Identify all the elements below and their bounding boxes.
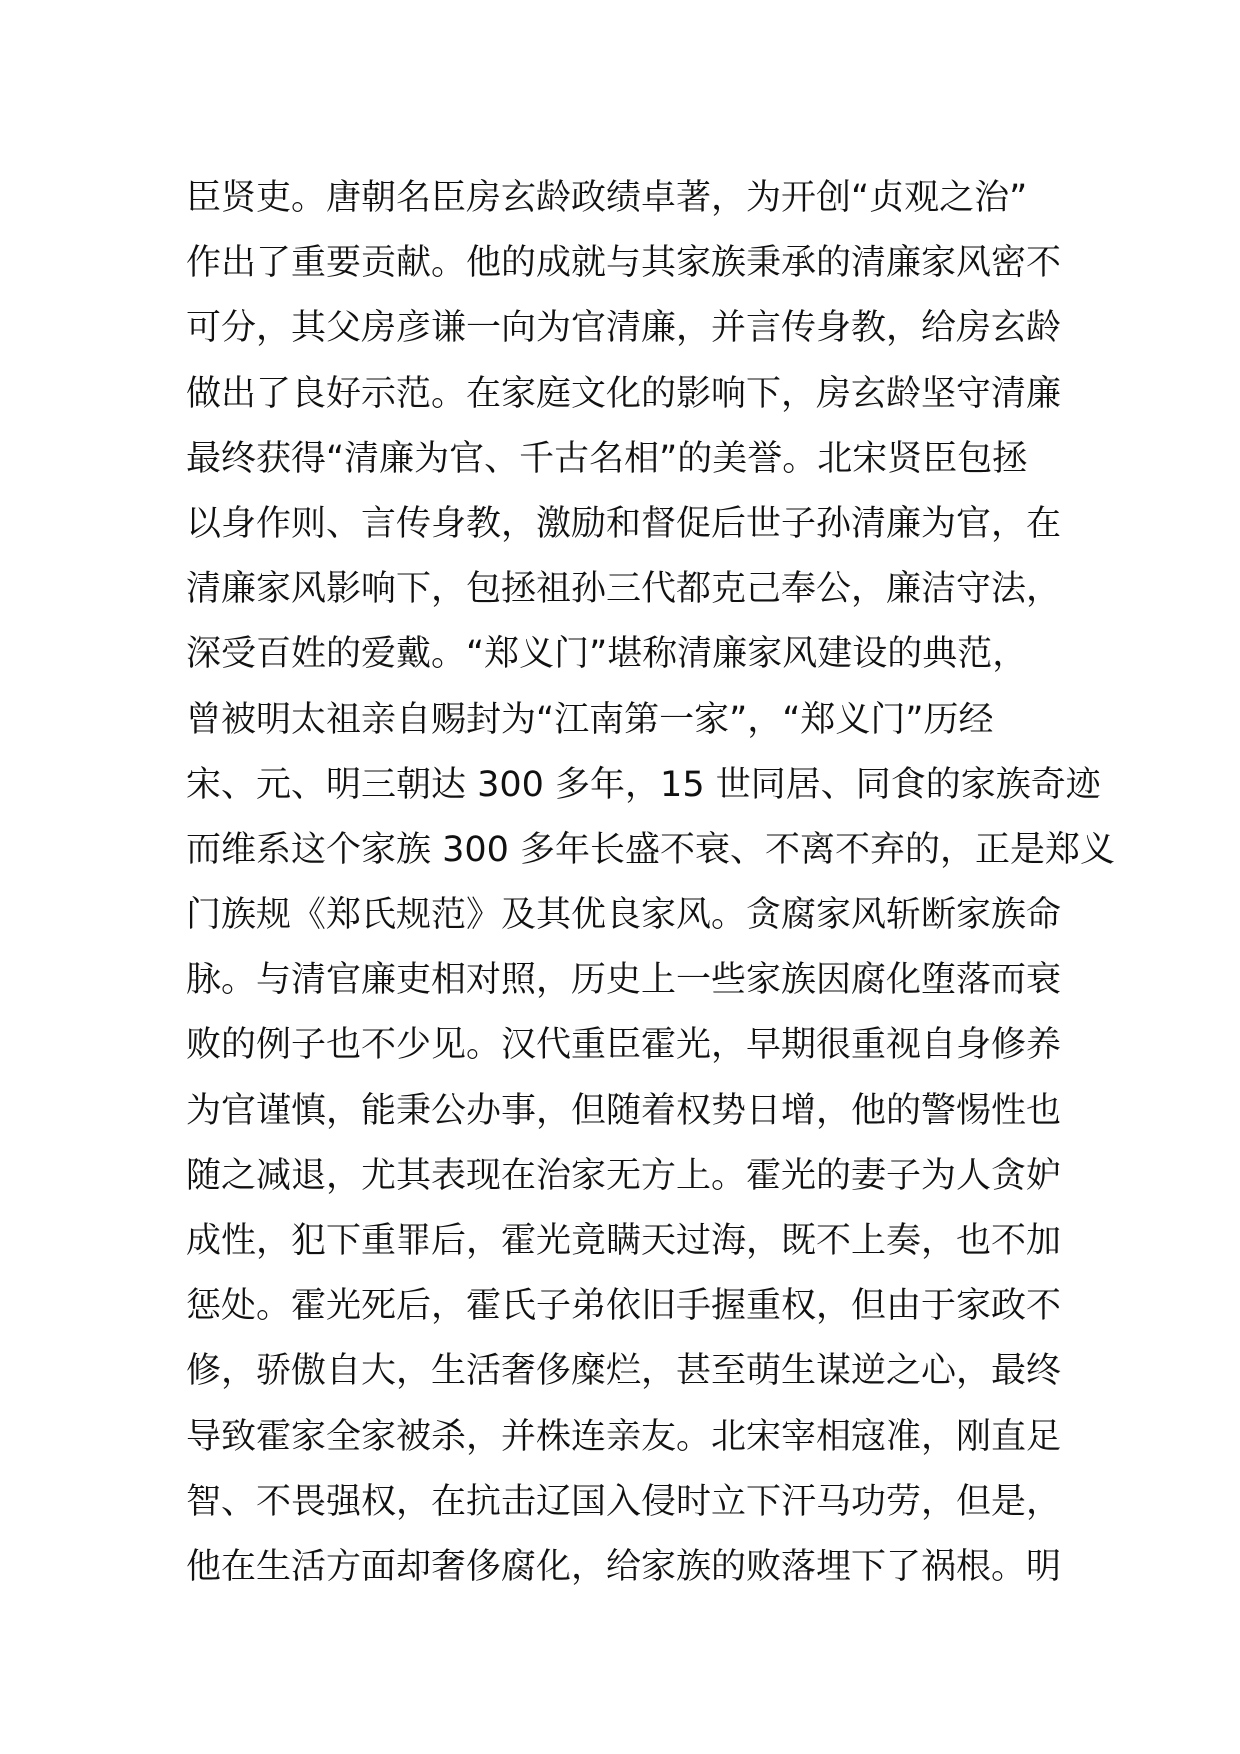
text-line: 成性，犯下重罪后，霍光竟瞒天过海，既不上奏，也不加 xyxy=(186,1221,1062,1261)
text-line: 臣贤吏。唐朝名臣房玄龄政绩卓著，为开创“贞观之治” xyxy=(186,178,1028,218)
text-line: 脉。与清官廉吏相对照，历史上一些家族因腐化堕落而衰 xyxy=(186,960,1062,1001)
text-line: 曾被明太祖亲自赐封为“江南第一家”，“郑义门”历经 xyxy=(186,699,994,740)
text-line: 导致霍家全家被杀，并株连亲友。北宋宰相寇准，刚直足 xyxy=(186,1416,1062,1457)
text-line: 惩处。霍光死后，霍氏子弟依旧手握重权，但由于家政不 xyxy=(186,1286,1062,1327)
text-line: 随之减退，尤其表现在治家无方上。霍光的妻子为人贪妒 xyxy=(186,1155,1062,1196)
text-line: 作出了重要贡献。他的成就与其家族秉承的清廉家风密不 xyxy=(186,243,1062,284)
text-line: 最终获得“清廉为官、千古名相”的美誉。北宋贤臣包拯 xyxy=(186,438,1028,479)
text-line: 他在生活方面却奢侈腐化，给家族的败落埋下了祸根。明 xyxy=(186,1546,1062,1587)
text-line: 为官谨慎，能秉公办事，但随着权势日增，他的警惕性也 xyxy=(186,1090,1062,1131)
text-line: 深受百姓的爱戴。“郑义门”堪称清廉家风建设的典范， xyxy=(186,634,1028,675)
text-line: 可分，其父房彦谦一向为官清廉，并言传身教，给房玄龄 xyxy=(186,308,1062,349)
text-line: 败的例子也不少见。汉代重臣霍光，早期很重视自身修养 xyxy=(186,1025,1062,1066)
text-line: 做出了良好示范。在家庭文化的影响下，房玄龄坚守清廉 xyxy=(186,373,1062,414)
body-text xyxy=(186,166,1116,1600)
text-line: 以身作则、言传身教，激励和督促后世子孙清廉为官，在 xyxy=(186,503,1062,544)
text-line: 智、不畏强权，在抗击辽国入侵时立下汗马功劳，但是， xyxy=(186,1481,1062,1522)
text-line: 清廉家风影响下，包拯祖孙三代都克己奉公，廉洁守法， xyxy=(186,569,1062,610)
text-line: 修，骄傲自大，生活奢侈糜烂，甚至萌生谋逆之心，最终 xyxy=(186,1351,1062,1392)
text-line: 而维系这个家族 300 多年长盛不衰、不离不弃的，正是郑义 xyxy=(186,829,1116,870)
text-line: 门族规《郑氏规范》及其优良家风。贪腐家风斩断家族命 xyxy=(186,895,1062,936)
text-line: 宋、元、明三朝达 300 多年，15 世同居、同食的家族奇迹 xyxy=(186,764,1101,805)
